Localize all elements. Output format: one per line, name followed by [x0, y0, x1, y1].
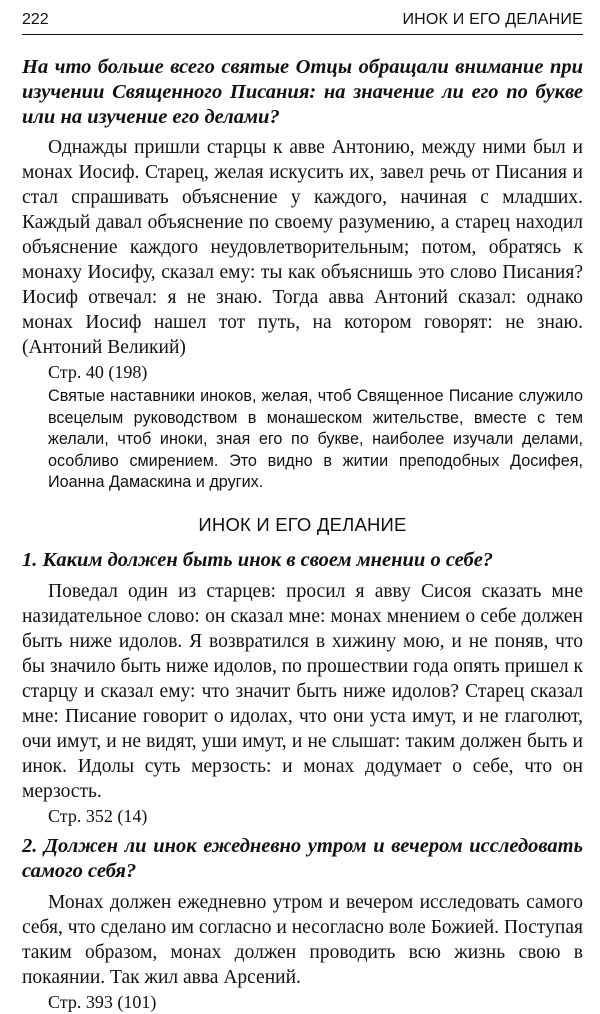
reference-3: Стр. 393 (101)	[48, 991, 157, 1012]
book-page	[22, 8, 583, 1012]
reference-1: Стр. 40 (198)	[48, 362, 148, 382]
section-title: ИНОК И ЕГО ДЕЛАНИЕ	[198, 513, 407, 535]
reference-2: Стр. 352 (14)	[48, 805, 148, 826]
page-number: 222	[22, 11, 49, 28]
answer-2: Поведал один из старцев: просил я авву Сисоя сказать мне назидательное слово: он сказал мне: монах мнением о себе должен быть ниже идолов. Я возвратился в хижину мою, и не поняв, что бы значило быть ниже идолов, по прошествии года опять пришел к старцу и сказал ему: что значит быть ниже идолов? Старец сказал мне: Писание говорит о идолах, что они уста имут, и не глаголют, очи имут, и не видят, уши имут, и не слышат: таким должен быть и инок. Идолы суть мерзость: и монах додумает о себе, что он мерзость.	[22, 580, 583, 802]
question-1: На что больше всего святые Отцы обращали внимание при изучении Священного Писания: на значение ли его по букве или на изучение его делами?	[22, 56, 583, 128]
question-3: 2. Должен ли инок ежедневно утром и вечером исследовать самого себя?	[22, 834, 583, 882]
running-title: ИНОК И ЕГО ДЕЛАНИЕ	[402, 11, 583, 28]
answer-1: Однажды пришли старцы к авве Антонию, между ними был и монах Иосиф. Старец, желая искусить их, завел речь от Писания и стал спрашивать объяснение у каждого, начиная с младших. Каждый давал объяснение по своему разумению, а старец находил объяснение каждого неудовлетворительным; потом, обратясь к монаху Иосифу, сказал ему: ты как объяснишь это слово Писания? Иосиф отвечал: я не знаю. Тогда авва Антоний сказал: однако монах Иосиф нашел тот путь, на котором говорят: не знаю. (Антоний Великий)	[22, 137, 583, 358]
question-2: 1. Каким должен быть инок в своем мнении о себе?	[22, 548, 494, 571]
editor-note: Святые наставники иноков, желая, чтоб Священное Писание служило всецелым руководством в монашеском жительстве, вместе с тем желали, чтоб иноки, зная его по букве, наиболее изучали делами, особливо смирением. Это видно в житии преподобных Досифея, Иоанна Дамаскина и других.	[48, 387, 583, 491]
page-header	[22, 8, 583, 35]
answer-3: Монах должен ежедневно утром и вечером исследовать самого себя, что сделано им согласно и несогласно воле Божией. Поступая таким образом, монах должен проводить всю жизнь свою в покаянии. Так жил авва Арсений.	[22, 891, 583, 988]
